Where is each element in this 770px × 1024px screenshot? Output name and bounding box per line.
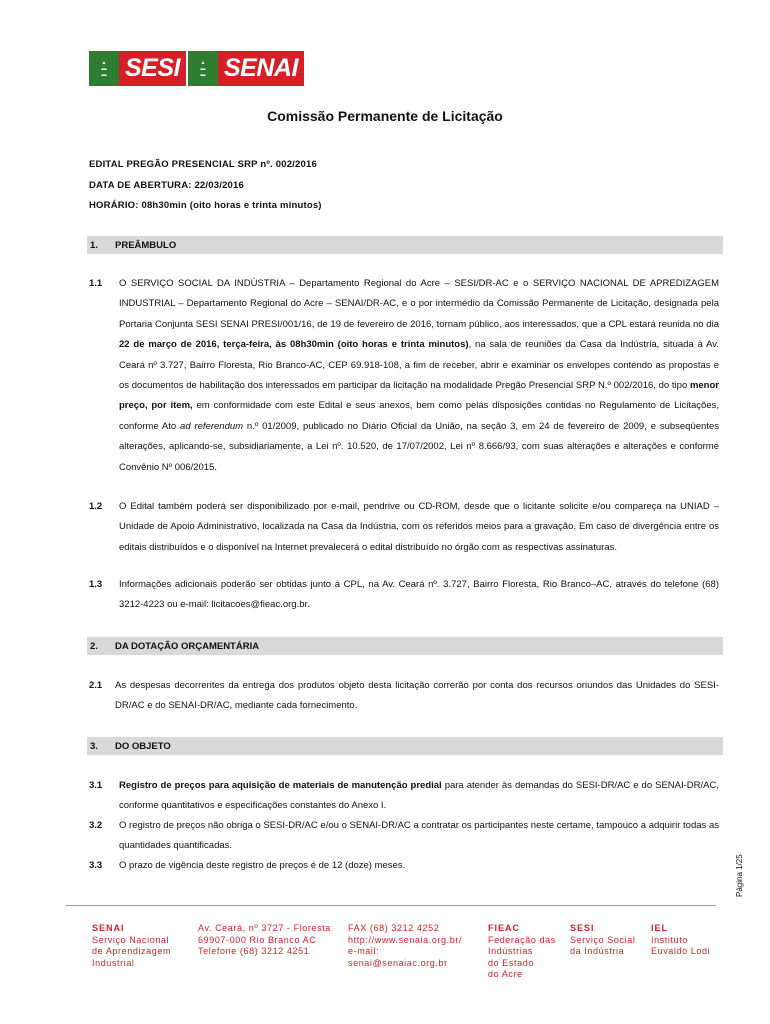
paragraph-3-3 (89, 856, 719, 876)
footer-fieac-head: FIEAC (488, 923, 520, 933)
page-number: Página 1/25 (735, 854, 744, 897)
paragraph-3-2 (89, 816, 719, 857)
paragraph-number: 3.1 (89, 780, 103, 791)
footer-sesi-body: Serviço Social da Indústria (570, 934, 636, 956)
page-title: Comissão Permanente de Licitação (267, 108, 503, 124)
paragraph-text: O SERVIÇO SOCIAL DA INDÚSTRIA – Departamento Regional do Acre – SESI/DR-AC e o SERVIÇO NACIONAL DE APREDIZAGEM INDUSTRIAL – Departamento Regional do Acre – SENAI/DR-AC, e o por intermédio da Comissão Permanente de Licitação, designada pela Portaria Conjunta SESI SENAI PRESI/001/16, de 19 de fevereiro de 2016, tornam público, aos interessados, que a CPL estará reunida no dia 22 de março de 2016, terça-feira, às 08h30min (oito horas e trinta minutos), na sala de reuniões da Casa da Indústria, situada à Av. Ceará nº 3.727, Bairro Floresta, Rio Branco-AC, CEP 69.918-108, a fim de receber, abrir e examinar os envelopes contendo as propostas e os documentos de habilitação dos interessados em participar da licitação na modalidade Pregão Presencial SRP N.º 002/2016, do tipo menor preço, por item, em conformidade com este Edital e seus anexos, bem como pelas disposições contidas no Regulamento de Licitações, conforme Ato ad referendum n.º 01/2009, publicado no Diário Oficial da União, na seção 3, em 24 de fevereiro de 2009, e subseqüentes alterações, aplicando-se, subsidiariamente, a Lei nº. 10.520, de 17/07/2002, Lei nº 8.666/93, com suas alterações e alterações e conforme Convênio Nº 006/2015. (119, 278, 719, 473)
paragraph-3-1 (89, 776, 719, 817)
paragraph-text: O Edital também poderá ser disponibilizado por e-mail, pendrive ou CD-ROM, desde que o licitante solicite e/ou compareça na UNIAD – Unidade de Apoio Administrativo, localizada na Casa da Indústria, com os referidos meios para a gravação. Em caso de divergência entre os editais distribuídos e o disponível na Internet prevalecerá o edital distribuído no órgão com as respectivas assinaturas. (119, 501, 719, 553)
footer-sesi (570, 923, 635, 958)
footer-iel-head: IEL (651, 923, 669, 933)
footer-senai-body: Serviço Nacional de Aprendizagem Industrial (92, 934, 172, 968)
section-header-2 (87, 637, 723, 655)
section-number: 3. (90, 741, 98, 752)
footer-fieac (488, 923, 556, 981)
footer-fieac-body: Federação das Indústrias do Estado do Acre (488, 934, 556, 979)
footer-sesi-head: SESI (570, 923, 595, 933)
footer-divider (66, 905, 716, 906)
paragraph-text: Informações adicionais poderão ser obtidas junto à CPL, na Av. Ceará nº. 3.727, Bairro Floresta, Rio Branco–AC, através do telefone (68) 3212-4223 ou e-mail: licitacoes@fieac.org.br. (119, 579, 719, 611)
sesi-logo (89, 51, 186, 86)
opening-time: HORÁRIO: 08h30min (oito horas e trinta minutos) (89, 200, 322, 211)
edital-number: EDITAL PREGÃO PRESENCIAL SRP nº. 002/2016 (89, 159, 317, 170)
section-header-3 (87, 737, 723, 755)
section-header-1 (87, 236, 723, 254)
section-number: 2. (90, 641, 98, 652)
footer-contact: FAX (68) 3212 4252 http://www.senaia.org.br/ e-mail: senai@senaiac.org.br (348, 923, 463, 968)
paragraph-text: As despesas decorrentes da entrega dos produtos objeto desta licitação correrão por conta dos recursos oriundos das Unidades do SESI-DR/AC e do SENAI-DR/AC, mediante cada fornecimento. (115, 680, 719, 712)
section-label: DO OBJETO (115, 741, 171, 752)
senai-logo-text: SENAI (218, 51, 304, 86)
sesi-logo-text: SESI (119, 51, 186, 86)
paragraph-1-2 (89, 497, 719, 558)
paragraph-1-3 (89, 575, 719, 616)
senai-logo-mark: ▲ ▬ ▬ (188, 51, 218, 86)
paragraph-2-1 (89, 676, 719, 717)
section-number: 1. (90, 240, 98, 251)
logo-header (89, 51, 304, 93)
paragraph-number: 3.3 (89, 860, 103, 871)
paragraph-text: O prazo de vigência deste registro de preços é de 12 (doze) meses. (119, 860, 406, 871)
senai-logo (188, 51, 304, 86)
section-label: PREÂMBULO (115, 240, 177, 251)
opening-date: DATA DE ABERTURA: 22/03/2016 (89, 180, 244, 191)
paragraph-text: Registro de preços para aquisição de materiais de manutenção predial para atender às demandas do SESI-DR/AC e do SENAI-DR/AC, conforme quantitativos e especificações constantes do Anexo I. (119, 780, 719, 812)
paragraph-text: O registro de preços não obriga o SESI-DR/AC e/ou o SENAI-DR/AC a contratar os participantes neste certame, tampouco a adquirir todas as quantidades quantificadas. (119, 820, 719, 852)
paragraph-1-1 (89, 274, 719, 478)
sesi-logo-mark: ▲ ▬ ▬ (89, 51, 119, 86)
footer-address: Av. Ceará, nº 3727 - Floresta 69907-000 Rio Branco AC Telefone (68) 3212 4251 (198, 923, 331, 956)
section-label: DA DOTAÇÃO ORÇAMENTÁRIA (115, 641, 260, 652)
paragraph-number: 1.2 (89, 501, 103, 512)
footer-senai-head: SENAI (92, 923, 125, 933)
paragraph-number: 2.1 (89, 680, 103, 691)
footer-iel-body: Instituto Euvaldo Lodi (651, 934, 711, 956)
paragraph-number: 3.2 (89, 820, 103, 831)
paragraph-number: 1.3 (89, 579, 103, 590)
footer-iel (651, 923, 710, 958)
paragraph-number: 1.1 (89, 278, 103, 289)
footer-senai (92, 923, 171, 969)
